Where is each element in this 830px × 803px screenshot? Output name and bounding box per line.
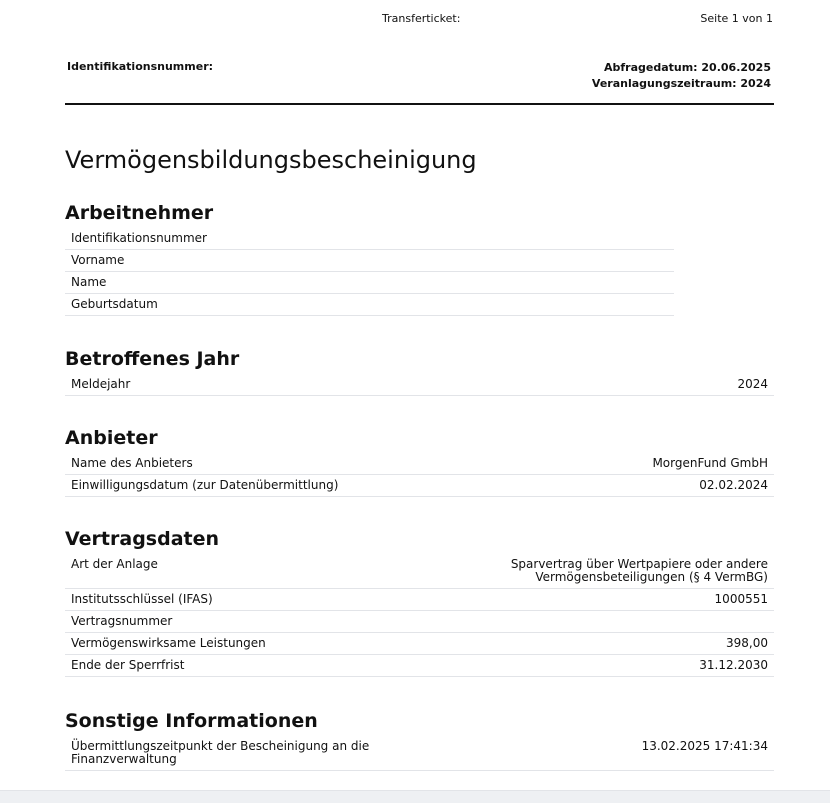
- field-list: [65, 453, 774, 497]
- field-list: [65, 228, 774, 316]
- field-label: Identifikationsnummer: [71, 231, 207, 245]
- assessment-period: Veranlagungszeitraum: 2024: [591, 77, 771, 90]
- section-sonstige-informationen: [65, 710, 774, 771]
- field-row: [65, 633, 774, 655]
- field-label: Einwilligungsdatum (zur Datenübermittlung): [71, 478, 339, 492]
- field-value: 13.02.2025 17:41:34: [641, 739, 768, 753]
- section-heading: Vertragsdaten: [65, 528, 220, 550]
- field-row: [65, 228, 674, 250]
- field-label: Geburtsdatum: [71, 297, 158, 311]
- field-list: [65, 374, 774, 396]
- field-label: Name: [71, 275, 107, 289]
- field-value: Sparvertrag über Wertpapiere oder andere Vermögensbeteiligungen (§ 4 VermBG): [510, 557, 768, 584]
- field-label: Institutsschlüssel (IFAS): [71, 592, 213, 606]
- field-value: 2024: [737, 377, 768, 391]
- field-label: Vertragsnummer: [71, 614, 173, 628]
- field-row: [65, 250, 674, 272]
- field-label: Übermittlungszeitpunkt der Bescheinigung an die Finanzverwaltung: [71, 739, 370, 766]
- field-row: [65, 554, 774, 589]
- field-list: [65, 554, 774, 677]
- section-heading: Sonstige Informationen: [65, 710, 318, 732]
- field-label: Vermögenswirksame Leistungen: [71, 636, 266, 650]
- field-value: 02.02.2024: [699, 478, 768, 492]
- field-label: Meldejahr: [71, 377, 131, 391]
- section-betroffenes-jahr: [65, 348, 774, 396]
- field-value: MorgenFund GmbH: [652, 456, 768, 470]
- viewer-bottom-bar: [0, 790, 830, 803]
- field-value: 398,00: [726, 636, 768, 650]
- field-row: [65, 611, 774, 633]
- field-row: [65, 374, 774, 396]
- field-row: [65, 453, 774, 475]
- field-value: 31.12.2030: [699, 658, 768, 672]
- field-row: [65, 589, 774, 611]
- field-list: [65, 736, 774, 771]
- page-number: Seite 1 von 1: [700, 12, 773, 25]
- field-label: Art der Anlage: [71, 557, 158, 571]
- field-label: Name des Anbieters: [71, 456, 193, 470]
- query-date: Abfragedatum: 20.06.2025: [603, 61, 771, 74]
- field-row: [65, 655, 774, 677]
- transfer-ticket-label: Transferticket:: [382, 12, 461, 25]
- document-title: Vermögensbildungsbescheinigung: [65, 146, 477, 174]
- field-row: [65, 272, 674, 294]
- identification-number-label: Identifikationsnummer:: [67, 60, 214, 73]
- field-label: Vorname: [71, 253, 125, 267]
- section-vertragsdaten: [65, 528, 774, 677]
- field-label: Ende der Sperrfrist: [71, 658, 185, 672]
- header-divider: [65, 103, 774, 105]
- section-heading: Betroffenes Jahr: [65, 348, 240, 370]
- field-row: [65, 294, 674, 316]
- section-heading: Arbeitnehmer: [65, 202, 214, 224]
- field-value: 1000551: [714, 592, 768, 606]
- query-meta: [592, 60, 771, 92]
- section-anbieter: [65, 427, 774, 497]
- field-row: [65, 475, 774, 497]
- section-arbeitnehmer: [65, 202, 774, 316]
- field-row: [65, 736, 774, 771]
- section-heading: Anbieter: [65, 427, 158, 449]
